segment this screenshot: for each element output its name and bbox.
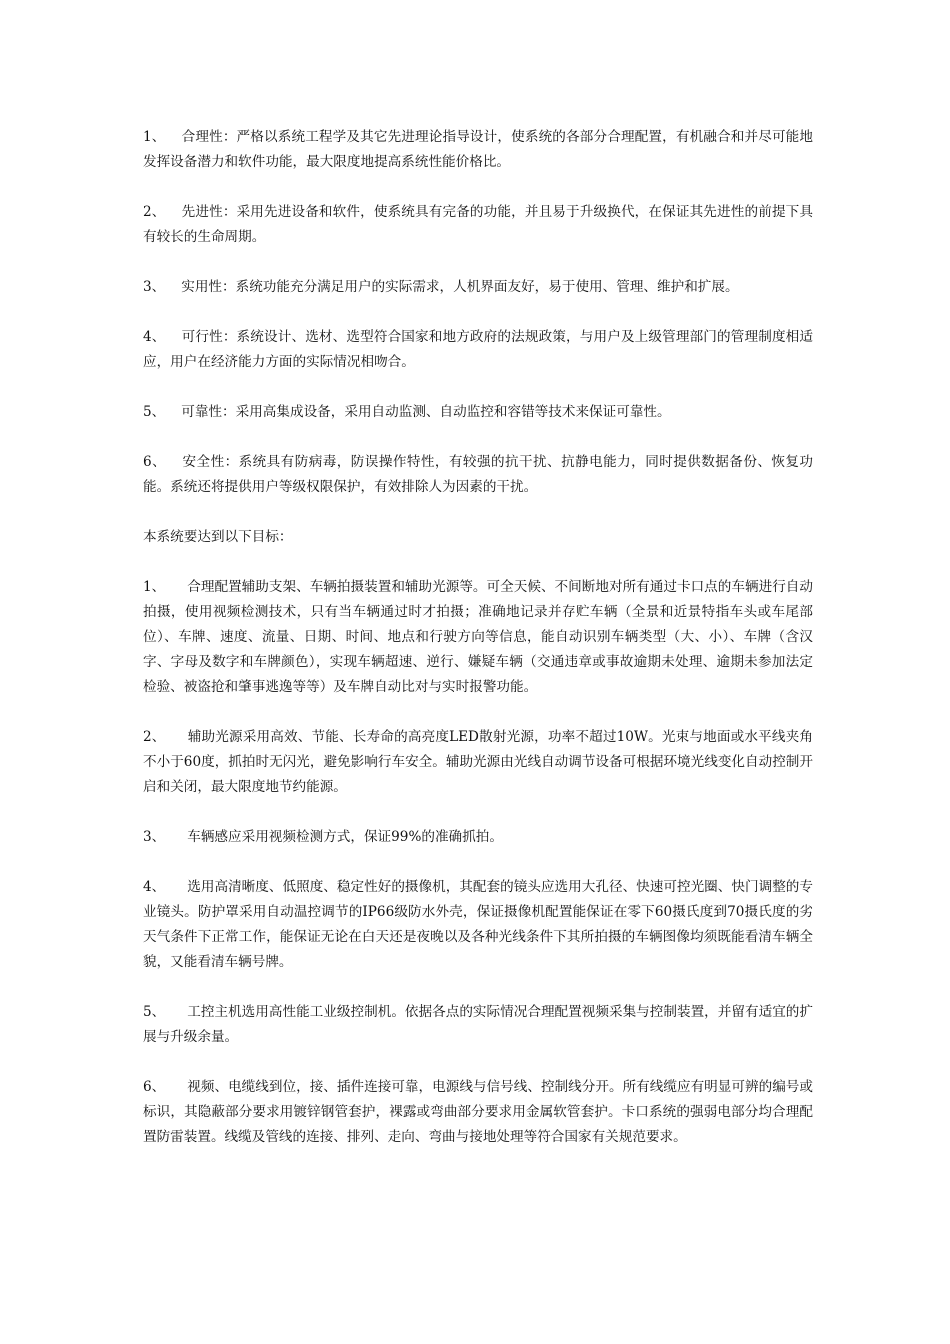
goal-text: 工控主机选用高性能工业级控制机。依据各点的实际情况合理配置视频采集与控制装置，并留有适宜的扩展与升级余量。 bbox=[143, 1004, 813, 1045]
goal-6 bbox=[143, 1075, 813, 1150]
goal-number: 1、 bbox=[143, 579, 166, 595]
principle-text: 合理性：严格以系统工程学及其它先进理论指导设计，使系统的各部分合理配置，有机融合和并尽可能地发挥设备潜力和软件功能，最大限度地提高系统性能价格比。 bbox=[143, 129, 813, 170]
principle-number: 1、 bbox=[143, 129, 166, 145]
principle-number: 5、 bbox=[143, 404, 166, 420]
goal-2 bbox=[143, 725, 813, 800]
goal-text: 视频、电缆线到位，接、插件连接可靠，电源线与信号线、控制线分开。所有线缆应有明显可辨的编号或标识，其隐蔽部分要求用镀锌钢管套护，裸露或弯曲部分要求用金属软管套护。卡口系统的强弱电部分均合理配置防雷装置。线缆及管线的连接、排列、走向、弯曲与接地处理等符合国家有关规范要求。 bbox=[143, 1079, 813, 1145]
principle-number: 6、 bbox=[143, 454, 167, 470]
principle-5 bbox=[143, 400, 813, 425]
goal-text: 选用高清晰度、低照度、稳定性好的摄像机，其配套的镜头应选用大孔径、快速可控光圈、快门调整的专业镜头。防护罩采用自动温控调节的IP66级防水外壳，保证摄像机配置能保证在零下60摄氏度到70摄氏度的劣天气条件下正常工作，能保证无论在白天还是夜晚以及各种光线条件下其所拍摄的车辆图像均须既能看清车辆全貌，又能看清车辆号牌。 bbox=[143, 879, 813, 970]
goal-text: 车辆感应采用视频检测方式，保证99%的准确抓拍。 bbox=[187, 829, 503, 845]
goal-text: 合理配置辅助支架、车辆拍摄装置和辅助光源等。可全天候、不间断地对所有通过卡口点的车辆进行自动拍摄，使用视频检测技术，只有当车辆通过时才拍摄；准确地记录并存贮车辆（全景和近景特指车头或车尾部位）、车牌、速度、流量、日期、时间、地点和行驶方向等信息，能自动识别车辆类型（大、小）、车牌（含汉字、字母及数字和车牌颜色），实现车辆超速、逆行、嫌疑车辆（交通违章或事故逾期未处理、逾期未参加法定检验、被盗抢和肇事逃逸等等）及车牌自动比对与实时报警功能。 bbox=[143, 579, 813, 695]
goal-number: 2、 bbox=[143, 729, 166, 745]
goal-number: 3、 bbox=[143, 829, 166, 845]
goal-1 bbox=[143, 575, 813, 700]
goal-4 bbox=[143, 875, 813, 975]
principle-text: 可行性：系统设计、选材、选型符合国家和地方政府的法规政策，与用户及上级管理部门的管理制度相适应，用户在经济能力方面的实际情况相吻合。 bbox=[143, 329, 813, 370]
goal-number: 4、 bbox=[143, 879, 166, 895]
principle-2 bbox=[143, 200, 813, 250]
document-body bbox=[143, 125, 813, 1175]
principle-text: 先进性：采用先进设备和软件，使系统具有完备的功能，并且易于升级换代，在保证其先进性的前提下具有较长的生命周期。 bbox=[143, 204, 813, 245]
principle-number: 2、 bbox=[143, 204, 166, 220]
principle-1 bbox=[143, 125, 813, 175]
principle-number: 4、 bbox=[143, 329, 166, 345]
goal-number: 6、 bbox=[143, 1079, 166, 1095]
principle-number: 3、 bbox=[143, 279, 166, 295]
goal-number: 5、 bbox=[143, 1004, 166, 1020]
goals-heading: 本系统要达到以下目标： bbox=[143, 529, 293, 545]
goal-5 bbox=[143, 1000, 813, 1050]
principle-6 bbox=[143, 450, 813, 500]
principle-3 bbox=[143, 275, 813, 300]
principle-4 bbox=[143, 325, 813, 375]
goal-text: 辅助光源采用高效、节能、长寿命的高亮度LED散射光源，功率不超过10W。光束与地面或水平线夹角不小于60度，抓拍时无闪光，避免影响行车安全。辅助光源由光线自动调节设备可根据环境光线变化自动控制开启和关闭，最大限度地节约能源。 bbox=[143, 729, 813, 795]
principle-text: 实用性：系统功能充分满足用户的实际需求，人机界面友好，易于使用、管理、维护和扩展。 bbox=[181, 279, 739, 295]
goal-3 bbox=[143, 825, 813, 850]
principle-text: 安全性：系统具有防病毒，防误操作特性，有较强的抗干扰、抗静电能力，同时提供数据备份、恢复功能。系统还将提供用户等级权限保护，有效排除人为因素的干扰。 bbox=[143, 454, 814, 495]
principle-text: 可靠性：采用高集成设备，采用自动监测、自动监控和容错等技术来保证可靠性。 bbox=[181, 404, 671, 420]
